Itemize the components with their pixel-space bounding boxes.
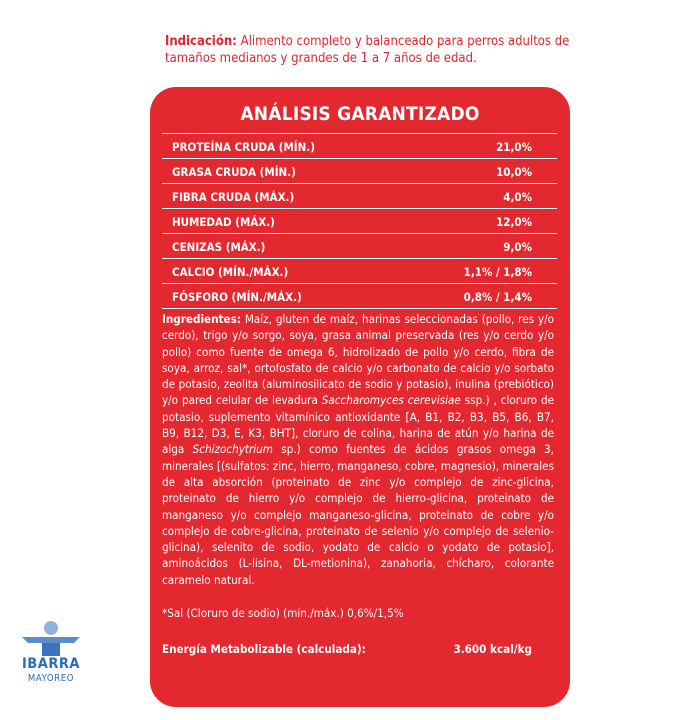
ingredients-part-1: Maíz, gluten de maíz, harinas seleccionadas (pollo, res y/o cerdo), trigo y/o sorgo, soya, grasa animal preservada (res y/o cerdo y/o pollo) como fuente de omega 6, hidrolizado de pollo y/o cerdo, fibra de soya, arroz, sal*, ortofosfato de calcio y/o carbonato de calcio y/o sorbato de potasio, zeolita (aluminosilicato de sodio y potasio), inulina (prebiótico) y/o pared celular de levadura: [162, 312, 554, 408]
analysis-row-value: 4,0%: [503, 190, 532, 204]
analysis-row-name: GRASA CRUDA (MÍN.): [172, 165, 296, 179]
indication-text: [165, 33, 585, 67]
ibarra-logo: [18, 620, 84, 690]
analysis-row: [162, 208, 557, 233]
ingredients-label: Ingredientes:: [162, 312, 241, 326]
logo-brand: IBARRA: [21, 656, 81, 672]
analysis-row-name: HUMEDAD (MÁX.): [172, 215, 275, 229]
logo-sub: MAYOREO: [27, 673, 75, 684]
ingredients-italic-2: Schizochytrium: [192, 442, 273, 457]
energy-value: 3.600 kcal/kg: [453, 642, 532, 656]
energy-label: Energía Metabolizable (calculada):: [162, 642, 366, 656]
ingredients-part-2: ssp.) , cloruro de potasio, suplemento vitamínico antioxidante [A, B1, B2, B3, B5, B6, B7, B9, B12, D3, E, K3, BHT], cloruro de colina, harina de atún y/o harina de alga: [162, 393, 554, 457]
energy-line: [162, 642, 532, 656]
analysis-row: [162, 158, 557, 183]
ingredients-italic-1: Saccharomyces cerevisiae: [321, 393, 461, 408]
analysis-row-name: FÓSFORO (MÍN./MÁX.): [172, 290, 302, 304]
analysis-row-value: 12,0%: [496, 215, 532, 229]
analysis-row: [162, 233, 557, 258]
indication-label: Indicación:: [165, 34, 237, 49]
analysis-row-value: 0,8% / 1,4%: [463, 290, 532, 304]
analysis-row-value: 1,1% / 1,8%: [463, 265, 532, 279]
analysis-row-name: PROTEÍNA CRUDA (MÍN.): [172, 140, 315, 154]
analysis-row: [162, 133, 557, 158]
analysis-row-name: CENIZAS (MÁX.): [172, 240, 266, 254]
analysis-row: [162, 183, 557, 208]
analysis-row: [162, 258, 557, 283]
nutrition-panel: [150, 87, 570, 707]
analysis-row-name: FIBRA CRUDA (MÁX.): [172, 190, 295, 204]
ingredients-part-3: sp.) como fuentes de ácidos grasos omega 3, minerales [(sulfatos: zinc, hierro, manganeso, cobre, magnesio), minerales de alta absorción (proteinato de zinc y/o complejo de zinc-glicina, proteinato de hierro y/o complejo de hierro-glicina, proteinato de manganeso y/o complejo manganeso-glicina, proteinato de cobre y/o complejo de cobre-glicina, proteinato de selenio y/o complejo de selenio-glicina), selenito de sodio, yodato de calcio o yodato de potasio], aminoácidos (L-lisina, DL-metionina), zanahoria, chícharo, colorante caramelo natural.: [162, 442, 554, 587]
analysis-row: [162, 283, 557, 309]
person-icon: [18, 620, 84, 660]
analysis-row-value: 21,0%: [496, 140, 532, 154]
analysis-row-value: 10,0%: [496, 165, 532, 179]
salt-note: *Sal (Cloruro de sodio) (mín./máx.) 0,6%/1,5%: [162, 606, 404, 620]
indication-body: Alimento completo y balanceado para perros adultos de tamaños medianos y grandes de 1 a 7 años de edad.: [165, 34, 570, 66]
analysis-table: [162, 133, 557, 309]
analysis-row-value: 9,0%: [503, 240, 532, 254]
analysis-title: ANÁLISIS GARANTIZADO: [240, 103, 480, 125]
ingredients-text: [162, 311, 554, 588]
analysis-row-name: CALCIO (MÍN./MÁX.): [172, 265, 289, 279]
